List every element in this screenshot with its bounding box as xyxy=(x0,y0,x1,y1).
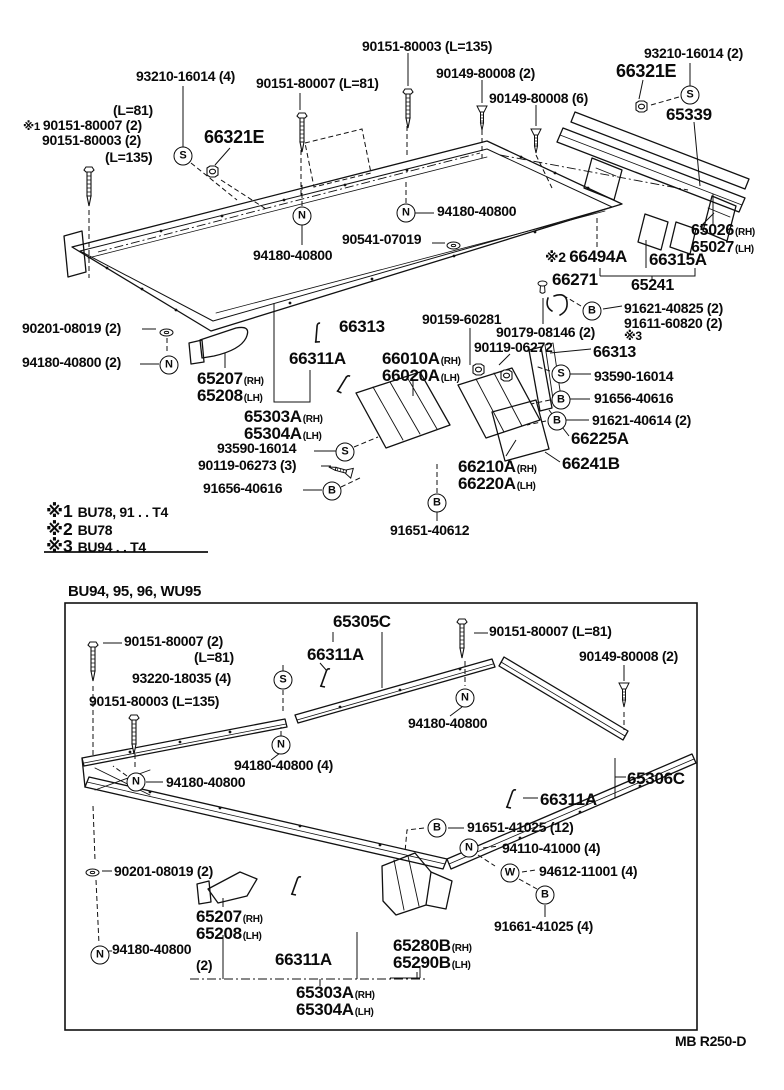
label-text: BU94 . . T4 xyxy=(77,539,146,555)
fastener-marker-b-icon: B xyxy=(428,819,447,838)
label-text: 66220A xyxy=(458,474,516,493)
label-90151-80007-2-low xyxy=(124,634,223,648)
part-66210A xyxy=(458,458,537,475)
fastener-marker-n-icon: N xyxy=(127,773,146,792)
label-text: 94180-40800 (2) xyxy=(22,354,122,370)
label-93210-16014-4 xyxy=(136,69,235,83)
screw-icon xyxy=(476,105,488,136)
section-title xyxy=(68,584,201,599)
label-text: 66315A xyxy=(649,250,707,269)
part-66311A-low-bot xyxy=(275,951,332,968)
label-93220-18035-4 xyxy=(132,671,231,685)
label-text: (L=81) xyxy=(194,649,234,665)
fastener-marker-n-icon: N xyxy=(293,207,312,226)
label-text: BU94, 95, 96, WU95 xyxy=(68,583,201,600)
label-text: 94180-40800 xyxy=(408,715,488,731)
label-text: 94180-40800 xyxy=(437,203,517,219)
label-text: 94180-40800 (4) xyxy=(234,757,334,773)
label-text: BU78 xyxy=(77,522,113,538)
lower-section-border xyxy=(65,603,697,1030)
part-65303A-low xyxy=(296,984,375,1001)
rivet-icon xyxy=(536,280,549,301)
part-66311A-upper xyxy=(289,350,346,367)
label-text: 66321E xyxy=(204,127,265,147)
part-65208 xyxy=(197,387,263,404)
label-text: 66020A xyxy=(382,366,440,385)
label-text: 90201-08019 (2) xyxy=(22,320,122,336)
label-text: 90151-80007 (L=81) xyxy=(256,75,379,91)
label-text: 66010A xyxy=(382,349,440,368)
label-text: 90179-08146 (2) xyxy=(496,324,596,340)
label-text: 65026 xyxy=(691,222,734,239)
label-text: 91651-40612 xyxy=(390,522,470,538)
label-text: (L=81) xyxy=(113,102,153,118)
label-text: 65303A xyxy=(244,407,302,426)
part-65303A xyxy=(244,408,323,425)
label-93210-16014-2 xyxy=(644,46,743,60)
label-text: 66494A xyxy=(569,247,628,266)
label-text: 91611-60820 (2) xyxy=(624,315,723,331)
label-text: 90149-80008 (2) xyxy=(579,648,679,664)
fastener-marker-b-icon: B xyxy=(428,494,447,513)
label-91651-41025-12 xyxy=(467,820,574,834)
label-text: 65241 xyxy=(631,277,674,294)
label-text: 91651-41025 (12) xyxy=(467,819,574,835)
clip-icon xyxy=(504,787,518,814)
side-suffix: (RH) xyxy=(243,376,264,387)
legend-note-1 xyxy=(46,503,168,521)
label-text: 91661-41025 (4) xyxy=(494,918,594,934)
label-text: 94110-41000 (4) xyxy=(502,840,601,856)
label-text: 90149-80008 (6) xyxy=(489,90,589,106)
label-text: 90201-08019 (2) xyxy=(114,863,214,879)
asterisk-note-mark: ※2 xyxy=(46,519,78,539)
fastener-marker-s-icon: S xyxy=(174,147,193,166)
part-65026 xyxy=(691,223,755,239)
label-text: 90151-80007 (L=81) xyxy=(489,623,612,639)
side-suffix: (RH) xyxy=(516,464,537,475)
side-suffix: (RH) xyxy=(451,943,472,954)
part-66313-mid xyxy=(339,318,385,335)
label-text: 65303A xyxy=(296,983,354,1002)
label-text: 93210-16014 (4) xyxy=(136,68,236,84)
label-91661-41025-4 xyxy=(494,919,593,933)
nut-icon xyxy=(204,165,221,183)
label-text: 65290B xyxy=(393,953,451,972)
label-text: 90541-07019 xyxy=(342,231,422,247)
legend-note-3 xyxy=(46,538,146,556)
fastener-marker-n-icon: N xyxy=(160,356,179,375)
label-text: 65208 xyxy=(196,924,242,943)
label-text: 91656-40616 xyxy=(203,480,283,496)
label-text: 90119-06272 xyxy=(474,339,553,355)
part-66313-right xyxy=(593,345,636,361)
fastener-marker-n-icon: N xyxy=(456,689,475,708)
label-90151-80007-l81 xyxy=(256,76,379,90)
label-90159-60281 xyxy=(422,312,501,326)
side-suffix: (LH) xyxy=(242,931,262,942)
side-suffix: (RH) xyxy=(354,990,375,1001)
part-65305C xyxy=(333,613,391,630)
label-text: 65305C xyxy=(333,612,391,631)
asterisk-note-mark: ※1 xyxy=(23,121,43,133)
label-94180-40800-4 xyxy=(234,758,333,772)
label-90119-06273-3 xyxy=(198,458,296,472)
part-66241B xyxy=(562,455,620,472)
label-90151-80003-2 xyxy=(42,133,141,147)
label-text: 66225A xyxy=(571,429,629,448)
label-90149-80008-6 xyxy=(489,91,588,105)
part-66220A xyxy=(458,475,536,492)
fastener-marker-n-icon: N xyxy=(91,946,110,965)
label-91656-40616-r xyxy=(594,391,673,405)
label-text: 66313 xyxy=(593,344,636,361)
asterisk-note-mark: ※2 xyxy=(545,249,570,265)
part-66315A xyxy=(649,251,707,268)
label-l81-low xyxy=(194,650,234,664)
screw-icon xyxy=(618,682,630,713)
side-suffix: (RH) xyxy=(242,914,263,925)
label-94180-40800-a xyxy=(253,248,332,262)
nut-icon xyxy=(470,363,487,381)
part-65241 xyxy=(631,278,674,294)
label-93590-16014-r xyxy=(594,369,673,383)
label-text: 65207 xyxy=(197,369,243,388)
bolt-icon xyxy=(455,618,469,665)
part-65304A-low xyxy=(296,1001,374,1018)
label-91611-60820-2 xyxy=(624,316,722,330)
label-l81 xyxy=(113,103,153,117)
label-90179-08146-2 xyxy=(496,325,595,339)
fastener-marker-b-icon: B xyxy=(583,302,602,321)
clip-icon xyxy=(289,874,303,901)
label-text: 91621-40614 (2) xyxy=(592,412,692,428)
label-90149-80008-2 xyxy=(436,66,535,80)
fastener-marker-s-icon: S xyxy=(552,365,571,384)
leader-lines-dashed xyxy=(89,97,679,944)
part-65208-low xyxy=(196,925,262,942)
label-text: (2) xyxy=(196,957,213,973)
fastener-marker-b-icon: B xyxy=(323,482,342,501)
label-text: 65208 xyxy=(197,386,243,405)
part-66311A-low-top xyxy=(307,646,364,663)
bolt-icon xyxy=(82,166,96,213)
fastener-marker-n-icon: N xyxy=(272,736,291,755)
side-suffix: (LH) xyxy=(243,393,263,404)
label-text: 65280B xyxy=(393,936,451,955)
part-66020A xyxy=(382,367,460,384)
label-text: 91621-40825 (2) xyxy=(624,300,724,316)
side-suffix: (LH) xyxy=(354,1007,374,1018)
label-90151-80007-l81-low xyxy=(489,624,612,638)
label-text: 65027 xyxy=(691,239,734,256)
part-65280B xyxy=(393,937,472,954)
part-66321E-left xyxy=(204,128,264,146)
asterisk-note-mark: ※1 xyxy=(46,501,78,521)
label-94612-11001-4 xyxy=(539,864,637,878)
label-text: 66271 xyxy=(552,270,598,289)
label-94180-40800-d xyxy=(166,775,245,789)
bolt-icon xyxy=(127,714,141,761)
side-suffix: (LH) xyxy=(451,960,471,971)
side-suffix: (RH) xyxy=(302,414,323,425)
washer-icon xyxy=(446,237,461,255)
label-text: 94180-40800 xyxy=(166,774,246,790)
label-text: 90151-80007 (2) xyxy=(124,633,224,649)
label-90151-80003-l135-low xyxy=(89,694,219,708)
fastener-marker-b-icon: B xyxy=(552,391,571,410)
label-text: 90151-80007 (2) xyxy=(42,117,142,133)
part-66321E-right xyxy=(616,62,676,80)
label-94180-40800-2 xyxy=(22,355,121,369)
label-text: 65207 xyxy=(196,907,242,926)
label-text: 65304A xyxy=(244,424,302,443)
label-text: 93210-16014 (2) xyxy=(644,45,744,61)
fastener-marker-s-icon: S xyxy=(336,443,355,462)
label-text: 90119-06273 (3) xyxy=(198,457,297,473)
fastener-marker-n-icon: N xyxy=(397,204,416,223)
bolt-icon xyxy=(295,112,309,159)
label-text: 66321E xyxy=(616,61,677,81)
label-93590-16014-l xyxy=(217,441,296,455)
side-suffix: (LH) xyxy=(735,244,754,255)
label-91656-40616-l xyxy=(203,481,282,495)
clip-icon xyxy=(318,666,332,693)
label-text: 90149-80008 (2) xyxy=(436,65,536,81)
label-90541-07019 xyxy=(342,232,421,246)
label-text: 90151-80003 (L=135) xyxy=(362,38,493,54)
label-text: 66210A xyxy=(458,457,516,476)
label-94180-40800-c xyxy=(408,716,487,730)
label-text: 66311A xyxy=(275,950,332,969)
label-text: 66313 xyxy=(339,317,385,336)
fastener-marker-b-icon: B xyxy=(536,886,555,905)
label-90201-08019-2 xyxy=(22,321,121,335)
label-text: 65339 xyxy=(666,105,712,124)
label-text: 66241B xyxy=(562,454,620,473)
label-note3-mark xyxy=(624,330,642,342)
label-94180-40800-b xyxy=(437,204,516,218)
label-qty-2 xyxy=(196,958,212,972)
label-text: 90159-60281 xyxy=(422,311,502,327)
part-65207-low xyxy=(196,908,263,925)
label-91651-40612 xyxy=(390,523,469,537)
label-90151-80003-l135 xyxy=(362,39,492,53)
bolt-icon xyxy=(86,641,100,688)
label-text: 66311A xyxy=(307,645,364,664)
fastener-marker-n-icon: N xyxy=(460,839,479,858)
part-65207 xyxy=(197,370,264,387)
label-text: (L=135) xyxy=(105,149,153,165)
part-65290B xyxy=(393,954,471,971)
washer-icon xyxy=(85,864,100,882)
bolt-icon xyxy=(401,88,415,135)
label-90149-80008-2-low xyxy=(579,649,678,663)
label-text: 93590-16014 xyxy=(594,368,674,384)
asterisk-note-mark: ※3 xyxy=(46,536,78,556)
label-text: 94180-40800 xyxy=(112,941,192,957)
fastener-marker-s-icon: S xyxy=(681,86,700,105)
label-90201-08019-2-low xyxy=(114,864,213,878)
label-text: 91656-40616 xyxy=(594,390,674,406)
side-suffix: (LH) xyxy=(440,373,460,384)
label-text: BU78, 91 . . T4 xyxy=(77,504,169,520)
screw-icon xyxy=(530,128,542,159)
label-text: 94612-11001 (4) xyxy=(539,863,638,879)
label-text: 94180-40800 xyxy=(253,247,333,263)
side-suffix: (LH) xyxy=(302,431,322,442)
part-66010A xyxy=(382,350,461,367)
side-suffix: (LH) xyxy=(516,481,536,492)
label-90119-06272 xyxy=(474,340,552,354)
washer-icon xyxy=(159,324,174,342)
label-text: ※3 xyxy=(624,329,642,343)
label-text: 93220-18035 (4) xyxy=(132,670,232,686)
nut-icon xyxy=(498,369,515,387)
label-text: MB R250-D xyxy=(675,1033,747,1049)
label-text: 65306C xyxy=(627,769,685,788)
label-text: 93590-16014 xyxy=(217,440,297,456)
label-l135 xyxy=(105,150,152,164)
label-91621-40614-2 xyxy=(592,413,691,427)
part-66311A-low-mid xyxy=(540,791,597,808)
label-text: 66311A xyxy=(289,349,346,368)
nut-icon xyxy=(633,100,650,118)
part-66494A xyxy=(545,248,627,265)
label-text: 66311A xyxy=(540,790,597,809)
part-65306C xyxy=(627,770,685,787)
part-66271 xyxy=(552,271,598,288)
fastener-marker-b-icon: B xyxy=(548,412,567,431)
fastener-marker-w-icon: W xyxy=(501,864,520,883)
drawing-code xyxy=(675,1034,746,1048)
label-text: 90151-80003 (2) xyxy=(42,132,142,148)
label-text: 90151-80003 (L=135) xyxy=(89,693,220,709)
side-suffix: (RH) xyxy=(440,356,461,367)
fastener-marker-s-icon: S xyxy=(274,671,293,690)
part-66225A xyxy=(571,430,629,447)
label-text: 65304A xyxy=(296,1000,354,1019)
label-94180-40800-e xyxy=(112,942,191,956)
part-65339 xyxy=(666,106,712,123)
side-suffix: (RH) xyxy=(735,227,755,238)
label-94110-41000-4 xyxy=(502,841,600,855)
label-91621-40825-2 xyxy=(624,301,723,315)
